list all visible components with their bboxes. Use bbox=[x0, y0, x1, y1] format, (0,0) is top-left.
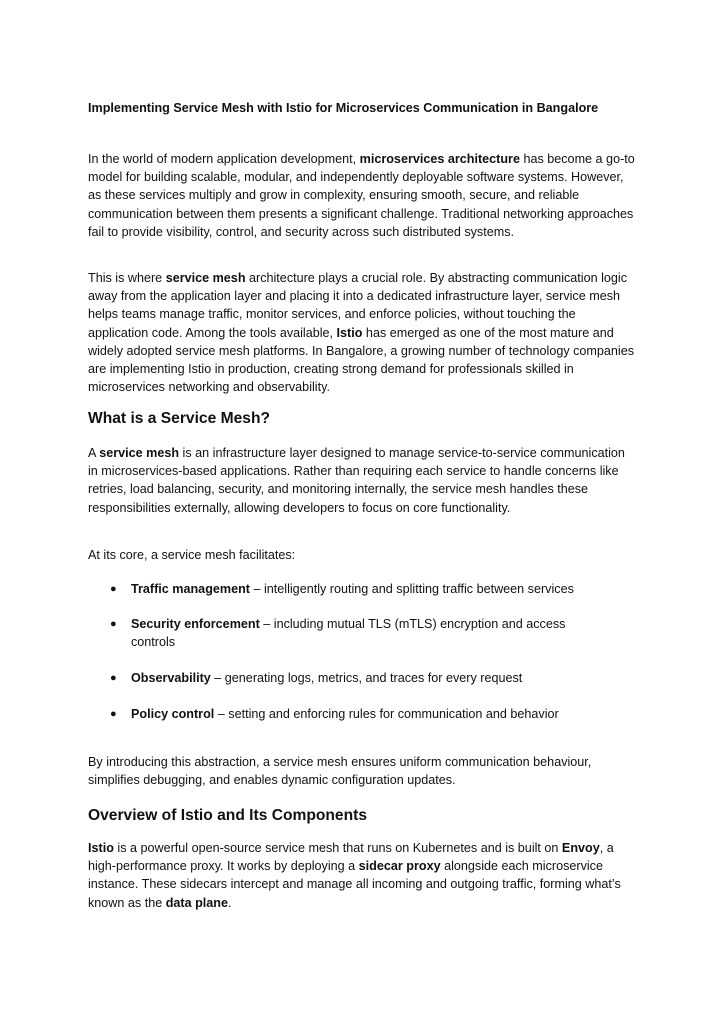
bold-term: Observability bbox=[131, 671, 211, 685]
bullet-icon: ● bbox=[110, 618, 117, 630]
section-heading-service-mesh: What is a Service Mesh? bbox=[88, 410, 270, 427]
list-item-text bbox=[131, 705, 601, 723]
bold-term: data plane bbox=[165, 895, 229, 910]
text-span: – including mutual TLS (mTLS) encryption and access controls bbox=[131, 617, 566, 650]
text-span: has become a go-to model for building scalable, modular, and independently deployable software systems. However, as these services multiply and grow in complexity, ensuring smooth, secure, and reliable communication between them presents a significant challenge. Traditional networking approaches fail to provide visibility, control, and security across such distributed systems. bbox=[88, 152, 635, 239]
list-item-text bbox=[131, 615, 591, 651]
document-title: Implementing Service Mesh with Istio for Microservices Communication in Bangalore bbox=[88, 101, 599, 115]
bold-term: Envoy bbox=[561, 841, 600, 855]
text-span: alongside each microservice instance. These sidecars intercept and manage all incoming and outgoing traffic, forming what’s known as the bbox=[88, 859, 621, 910]
text-span: . bbox=[228, 895, 232, 910]
text-span: This is where bbox=[88, 271, 166, 285]
text-span: is an infrastructure layer designed to manage service-to-service communication in microservices-based applications. Rather than requiring each service to handle concerns like retries, load balancing, security, and monitoring internally, the service mesh handles these responsibilities externally, allowing developers to focus on core functionality. bbox=[88, 446, 625, 515]
bullet-icon: ● bbox=[110, 583, 117, 595]
text-span: – generating logs, metrics, and traces for every request bbox=[210, 671, 523, 685]
bold-term: service mesh bbox=[99, 446, 180, 460]
service-mesh-role-paragraph bbox=[88, 269, 636, 396]
text-span: A bbox=[88, 446, 100, 460]
bold-term: sidecar proxy bbox=[358, 859, 441, 874]
list-item-text bbox=[131, 669, 601, 687]
text-span: has emerged as one of the most mature and widely adopted service mesh platforms. In Bangalore, a growing number of technology companies are implementing Istio in production, creating strong demand for professionals skilled in microservices networking and observability. bbox=[88, 325, 635, 395]
text-span: architecture plays a crucial role. By abstracting communication logic away from the application layer and placing it into a dedicated infrastructure layer, service mesh helps teams manage traffic, monitor services, and enforce policies, without touching the application code. Among the tools available, bbox=[88, 271, 627, 340]
bold-term: Istio bbox=[336, 325, 363, 340]
text-span: – setting and enforcing rules for communication and behavior bbox=[214, 707, 559, 721]
bold-term: Policy control bbox=[131, 707, 215, 721]
section-heading-istio-overview: Overview of Istio and Its Components bbox=[88, 807, 367, 824]
bullet-icon: ● bbox=[110, 708, 117, 720]
bold-term: service mesh bbox=[165, 271, 246, 285]
text-span: – intelligently routing and splitting traffic between services bbox=[249, 582, 574, 596]
bold-term: Istio bbox=[88, 841, 114, 855]
istio-overview-paragraph bbox=[88, 839, 636, 912]
abstraction-paragraph: By introducing this abstraction, a service mesh ensures uniform communication behaviour, simplifies debugging, and enables dynamic configuration updates. bbox=[88, 755, 592, 788]
bullet-icon: ● bbox=[110, 672, 117, 684]
facilitates-intro: At its core, a service mesh facilitates: bbox=[88, 548, 296, 562]
text-span: is a powerful open-source service mesh that runs on Kubernetes and is built on bbox=[113, 841, 562, 855]
text-span: , a high-performance proxy. It works by deploying a bbox=[88, 841, 614, 874]
bold-term: Security enforcement bbox=[131, 617, 260, 631]
list-item-text bbox=[131, 580, 601, 598]
bold-term: Traffic management bbox=[131, 582, 250, 596]
text-span: In the world of modern application development, bbox=[88, 152, 360, 166]
intro-paragraph bbox=[88, 150, 636, 241]
bold-term: microservices architecture bbox=[359, 152, 520, 166]
service-mesh-definition-paragraph bbox=[88, 444, 636, 517]
